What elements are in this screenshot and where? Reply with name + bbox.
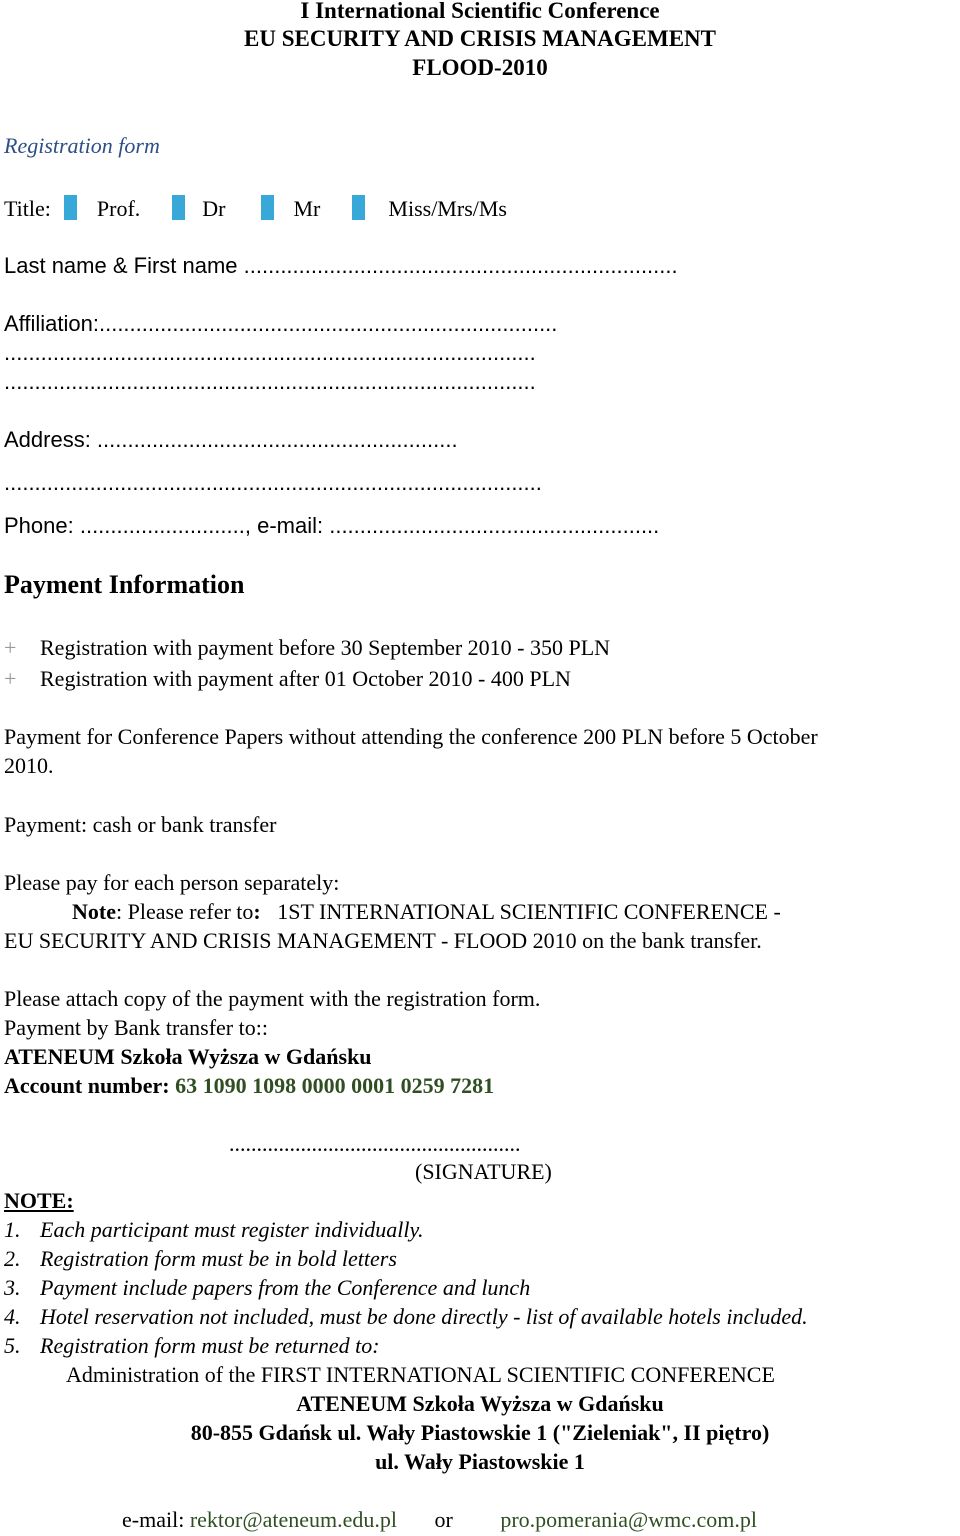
pay-separately: Please pay for each person separately: [4,870,340,895]
papers-payment-line: Payment for Conference Papers without attending the conference 200 PLN before 5 October [4,724,818,749]
name-field[interactable]: Last name & First name ....................................................................... [4,253,678,278]
note-item [4,1304,808,1330]
note-item-text: Hotel reservation not included, must be done directly - list of available hotels included. [40,1304,808,1329]
note-item [4,1333,380,1359]
email-link-rektor[interactable]: rektor@ateneum.edu.pl [189,1507,397,1532]
plus-icon: + [4,635,17,660]
email-link-pomerania[interactable]: pro.pomerania@wmc.com.pl [500,1507,758,1532]
checkbox-dr[interactable] [172,195,185,220]
note-item-text: Each participant must register individually. [40,1217,424,1242]
title-option-miss: Miss/Mrs/Ms [388,196,507,221]
return-street: 80-855 Gdańsk ul. Wały Piastowskie 1 ("Zieleniak", II piętro) [190,1420,770,1445]
payment-heading: Payment Information [4,570,245,599]
phone-email-field[interactable]: Phone: ..........................., e-mail: ...................................................... [4,513,660,538]
signature-label: (SIGNATURE) [415,1159,552,1184]
transfer-note-line2: EU SECURITY AND CRISIS MANAGEMENT - FLOOD 2010 on the bank transfer. [4,928,762,953]
address-field[interactable]: Address: ........................................................... [4,427,458,452]
note-number: 2. [4,1246,21,1271]
note-item [4,1246,397,1272]
note-reference: 1ST INTERNATIONAL SCIENTIFIC CONFERENCE - [260,899,781,924]
note-item-text: Registration form must be in bold letters [40,1246,397,1271]
payment-option-text: Registration with payment before 30 September 2010 - 350 PLN [40,635,611,660]
checkbox-mr[interactable] [261,195,274,220]
note-item [4,1217,424,1243]
affiliation-field[interactable]: Affiliation:........................................................................... [4,311,558,336]
or-text: or [434,1507,453,1532]
title-label: Title: [4,196,51,221]
account-number-row [4,1073,494,1099]
return-street2: ul. Wały Piastowskie 1 [375,1449,585,1474]
note-number: 5. [4,1333,21,1358]
conference-title: I International Scientific Conference [300,0,660,23]
contact-line [122,1507,757,1533]
notes-heading: NOTE: [4,1188,74,1213]
registration-form-heading: Registration form [4,133,160,158]
note-number: 4. [4,1304,21,1329]
note-text: : Please refer to [115,899,254,924]
note-colon: : [253,899,261,924]
payment-option [4,666,571,692]
note-item-text: Registration form must be returned to: [40,1333,380,1358]
affiliation-field-line2[interactable]: ....................................................................................... [4,340,536,365]
note-item-text: Payment include papers from the Conference and lunch [40,1275,531,1300]
payment-method: Payment: cash or bank transfer [4,812,277,837]
title-option-mr: Mr [293,196,321,221]
conference-event: FLOOD-2010 [412,55,548,80]
bank-transfer-to: Payment by Bank transfer to:: [4,1015,268,1040]
signature-line[interactable]: ..................................................... [229,1131,521,1156]
title-option-prof: Prof. [96,196,141,221]
note-item [4,1275,530,1301]
note-number: 3. [4,1275,21,1300]
title-row [4,195,507,222]
bank-recipient: ATENEUM Szkoła Wyższa w Gdańsku [4,1044,372,1069]
payment-option [4,635,610,661]
return-school: ATENEUM Szkoła Wyższa w Gdańsku [296,1391,664,1416]
conference-subtitle: EU SECURITY AND CRISIS MANAGEMENT [244,26,716,51]
plus-icon: + [4,666,17,691]
affiliation-field-line3[interactable]: ....................................................................................... [4,369,536,394]
attach-copy: Please attach copy of the payment with the registration form. [4,986,541,1011]
account-number: 63 1090 1098 0000 0001 0259 7281 [175,1073,495,1098]
papers-payment-line2: 2010. [4,753,54,778]
account-label: Account number: [4,1073,176,1098]
payment-option-text: Registration with payment after 01 October 2010 - 400 PLN [40,666,571,691]
return-admin: Administration of the FIRST INTERNATIONAL SCIENTIFIC CONFERENCE [66,1362,775,1387]
email-label: e-mail: [122,1507,190,1532]
title-option-dr: Dr [202,196,226,221]
transfer-note [72,899,781,925]
note-number: 1. [4,1217,21,1242]
checkbox-prof[interactable] [64,195,77,220]
address-field-line2[interactable]: ........................................................................................ [4,470,542,495]
note-label: Note [72,899,116,924]
checkbox-miss[interactable] [352,195,365,220]
